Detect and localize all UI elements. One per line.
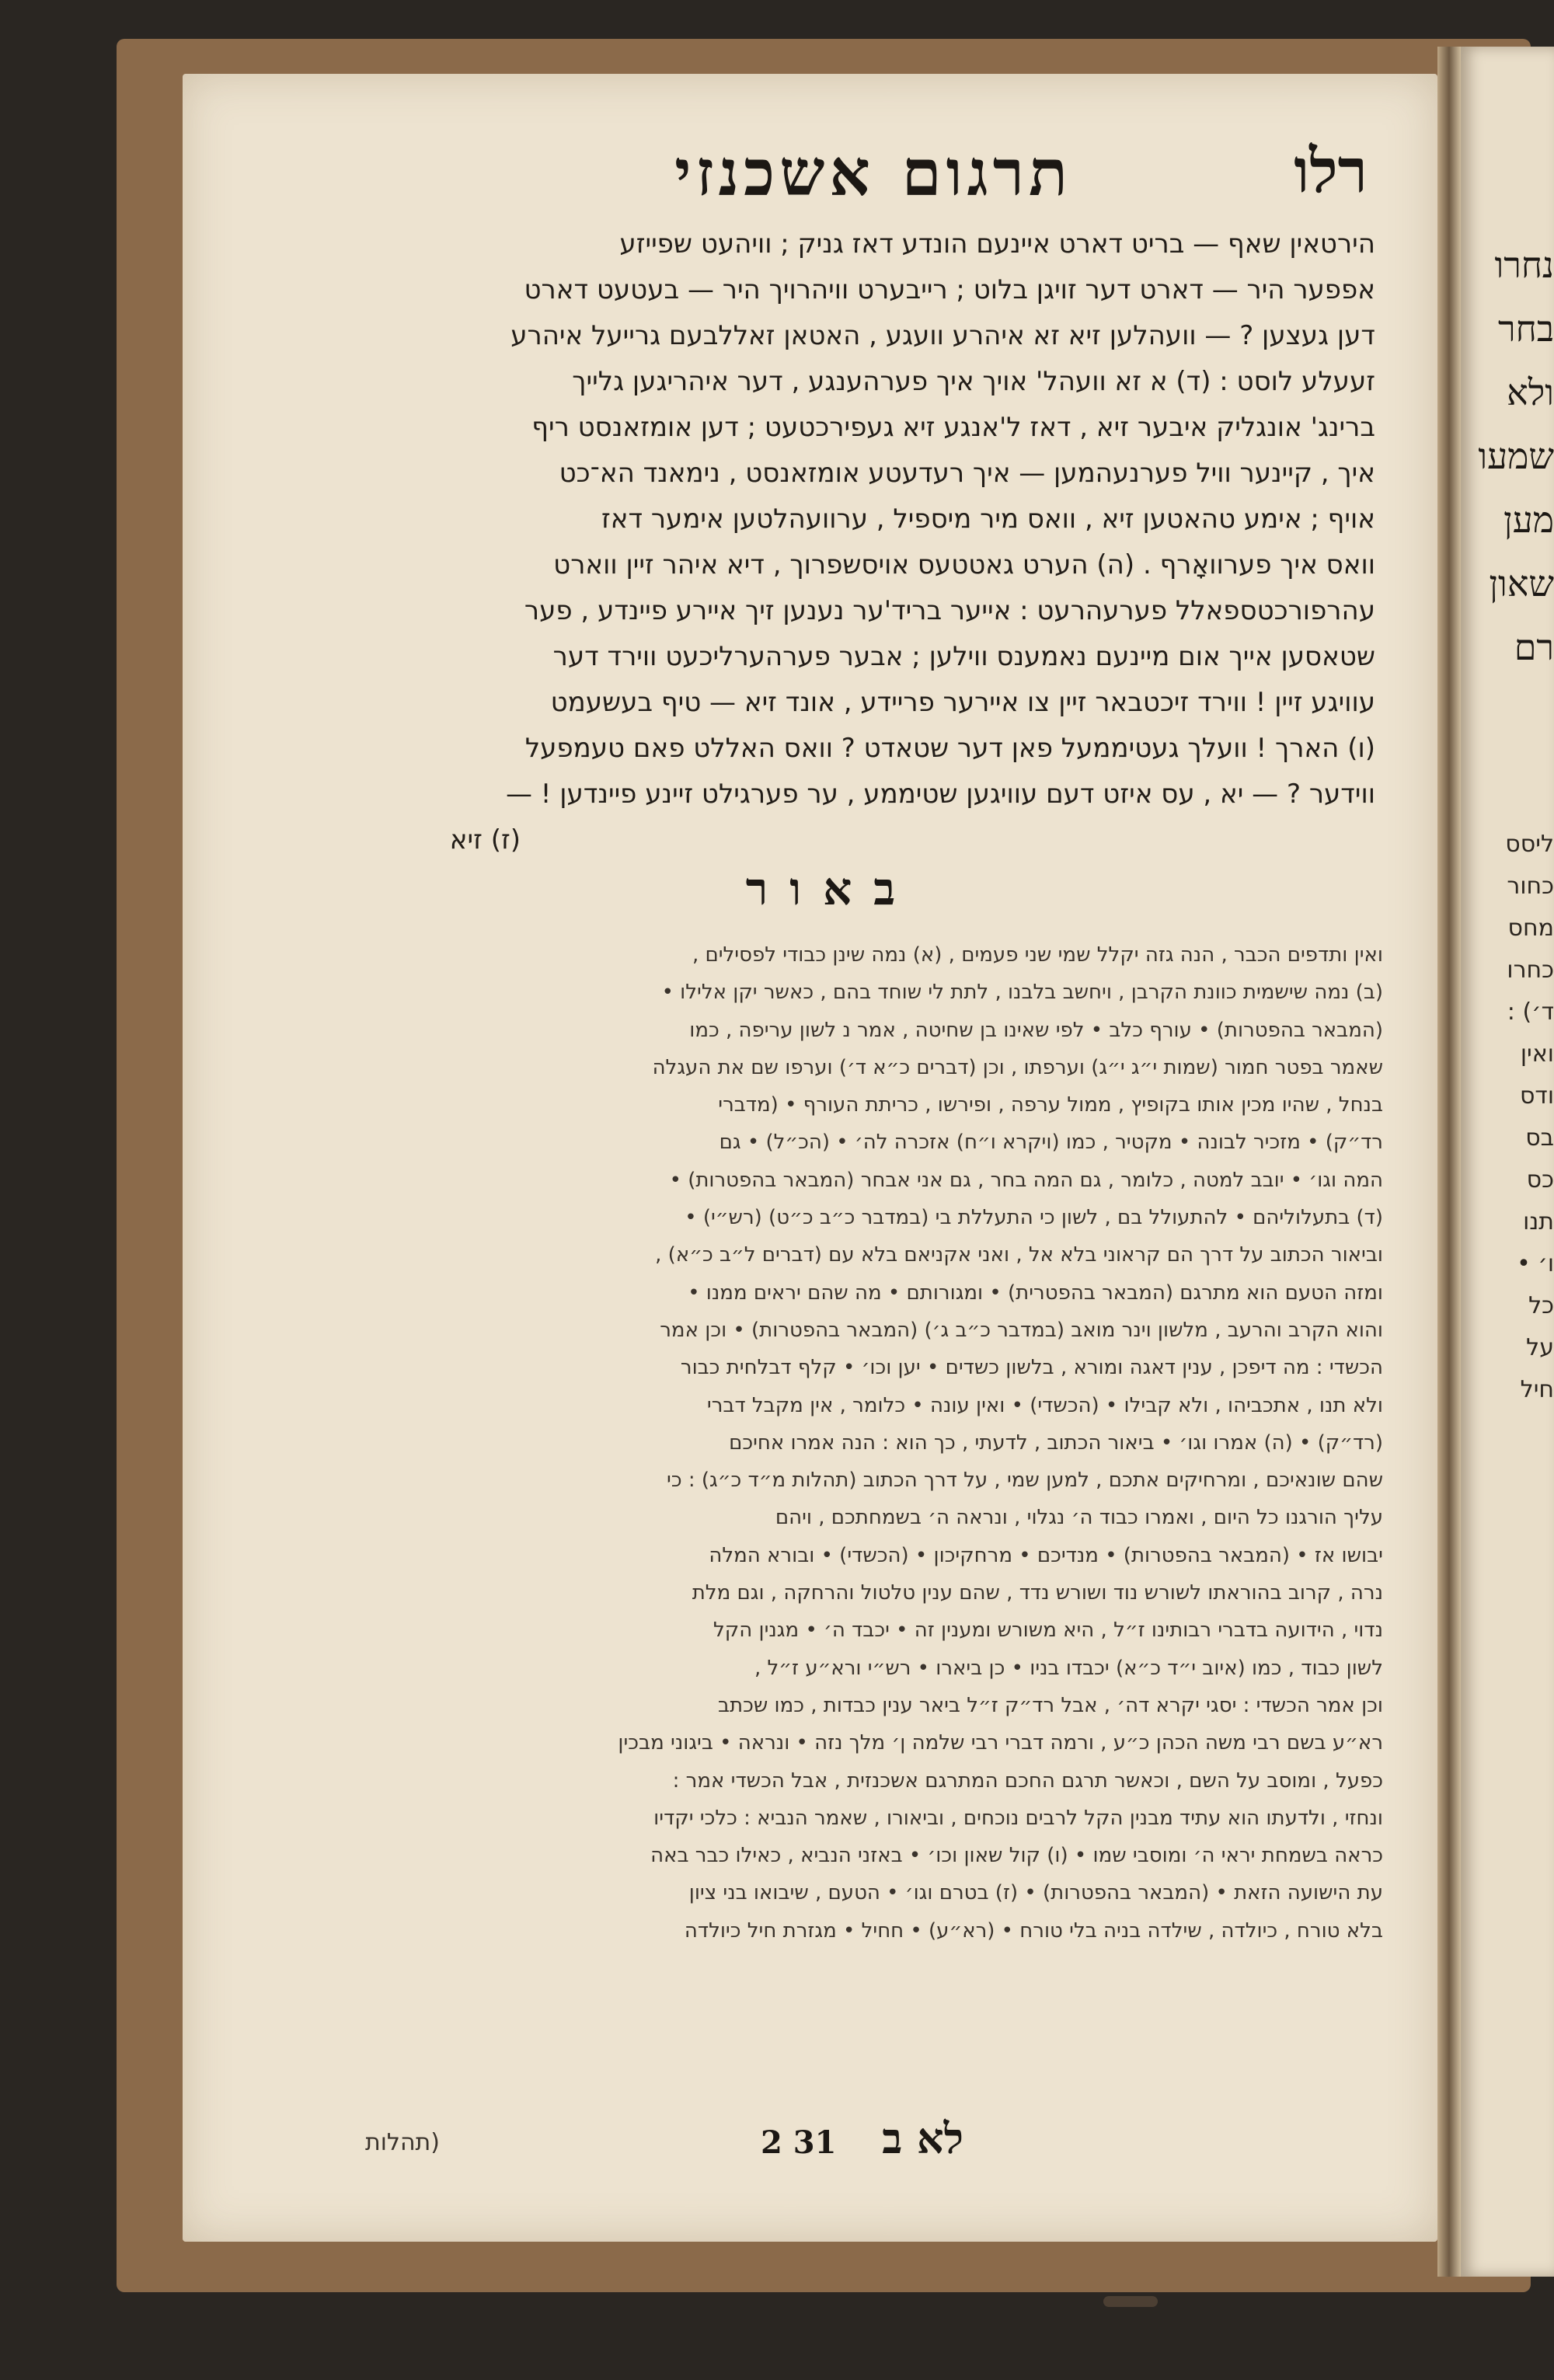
- facing-line: שאון: [1489, 563, 1554, 605]
- facing-line: בחר: [1498, 308, 1554, 350]
- facing-small-line: ו׳ •: [1517, 1250, 1554, 1277]
- yiddish-line: (ז) זיא: [449, 824, 521, 855]
- yiddish-translation-block: [303, 221, 1375, 863]
- facing-small-line: כל: [1528, 1292, 1554, 1319]
- commentary-line: כראה בשמחת יראי ה׳ ומוסבי שמו • (ו) קול שאון וכו׳ • באזני הנביא , כאילו כבר באה: [650, 1844, 1383, 1868]
- commentary-line: שהם שונאיכם , ומרחיקים אתכם , למען שמי , על דרך הכתוב (תהלות מ״ד כ״ג) : כי: [667, 1469, 1383, 1493]
- commentary-line: שאמר בפטר חמור (שמות י״ג י״ג) וערפתו , וכן (דברים כ״א ד׳) וערפו שם את העגלה: [652, 1055, 1383, 1079]
- facing-small-line: כחור: [1507, 873, 1554, 900]
- commentary-line: והוא הקרב והרעב , מלשון וינר מואב (במדבר כ״ב ג׳) (המבאר בהפטרות) • וכן אמר: [660, 1318, 1383, 1342]
- signature-number: 31 2: [760, 2124, 837, 2161]
- ink-stain: [1103, 2296, 1158, 2307]
- facing-small-line: חיל: [1520, 1376, 1554, 1403]
- commentary-line: ומזה הטעם הוא מתרגם (המבאר בהפטרית) • ומגורותם • מה שהם יראים ממנו •: [688, 1281, 1383, 1305]
- yiddish-line: שטאסען אייך אום מיינעם נאמענס ווילען ; אבער פערהערליכעט ווירד דער: [552, 641, 1375, 672]
- biur-section-title: באור: [745, 862, 918, 915]
- commentary-line: ואין ותדפים הכבר , הנה גזה יקלל שמי שני פעמים , (א) נמה שינן כבודי לפסילים ,: [692, 943, 1383, 967]
- commentary-line: לשון כבוד , כמו (איוב י״ד כ״א) יכבדו בניו • כן ביארו • רש״י ורא״ע ז״ל ,: [754, 1656, 1383, 1680]
- book-gutter: [1437, 47, 1461, 2277]
- commentary-line: הכשדי : מה דיפכן , ענין דאגה ומורא , בלשון כשדים • יען וכו׳ • קלף דבלחית כבור: [680, 1356, 1383, 1380]
- commentary-line: נרה , קרוב בהוראתו לשורש נוד ושורש נדד , שהם ענין טלטול והרחקה , וגם מלת: [692, 1581, 1383, 1605]
- facing-small-line: כס: [1526, 1166, 1554, 1193]
- facing-line: נחרו: [1494, 244, 1554, 286]
- running-title: תרגום אשכנזי: [674, 136, 1072, 211]
- commentary-line: (רד״ק) • (ה) אמרו וגו׳ • ביאור הכתוב , לדעתי , כך הוא : הנה אמרו אחיכם: [729, 1430, 1383, 1455]
- yiddish-line: איך , קיינער וויל פערנעהמען — איך רעדעטע אומזאנסט , נימאנד הא־כט: [559, 458, 1375, 489]
- yiddish-line: הירטאין שאף — בריט דארט איינעם הונדע דאז גניק ; וויהעט שפייזע: [619, 228, 1375, 260]
- yiddish-line: זעעלע לוסט : (ד) א זא וועהל' אויך איך פערהענגע , דער איהריגען גלייך: [572, 366, 1375, 397]
- facing-line: שמעו: [1478, 435, 1554, 477]
- commentary-line: (ב) נמה שישמית כוונת הקרבן , ויחשב בלבנו , לתת לי שוחד בהם , כאשר יקן אלילו •: [661, 981, 1383, 1005]
- yiddish-line: (ו) הארך ! וועלך געטיממעל פאן דער שטאדט ? וואס האללט פאם טעמפעל: [524, 733, 1375, 764]
- facing-line: מען: [1503, 499, 1554, 541]
- commentary-line: בנחל , שהיו מכין אותו בקופיץ , ממול ערפה , ופירשו , כריתת העורף • (מדברי: [718, 1093, 1383, 1117]
- signature-letters: לא ב: [882, 2113, 963, 2163]
- facing-small-line: מחס: [1507, 915, 1554, 942]
- facing-small-line: על: [1526, 1334, 1554, 1361]
- facing-line: רם: [1514, 626, 1554, 668]
- commentary-line: בלא טורח , כיולדה , שילדה בניה בלי טורח • (רא״ע) • חחיל • מגזרת חיל כיולדה: [684, 1918, 1383, 1943]
- commentary-line: ולא תנו , אתכביהו , ולא קבילו • (הכשדי) • ואין עונה • כלומר , אין מקבל דברי: [706, 1393, 1383, 1417]
- commentary-line: עת הישועה הזאת • (המבאר בהפטרות) • (ז) בטרם וגו׳ • הטעם , שיבואו בני ציון: [688, 1881, 1383, 1905]
- folio-number: רלו: [1294, 136, 1368, 207]
- yiddish-line: עהרפורכטספאלל פערעהרעט : אייער בריד'ער נענען זיך איירע פיינדע , פער: [524, 595, 1375, 626]
- commentary-line: וביאור הכתוב על דרך הם קראוני בלא אל , ואני אקניאם בלא עם (דברים ל״ב כ״א) ,: [655, 1243, 1383, 1267]
- commentary-line: עליך הורגנו כל היום , ואמרו כבוד ה׳ נגלוי , ונראה ה׳ בשמחתכם , ויהם: [775, 1506, 1383, 1530]
- facing-page-commentary: [1476, 824, 1554, 1411]
- yiddish-line: ברינג' אונגליק איבער זיא , דאז ל'אנגע זיא געפירכטעט ; דען אומזאנסט ריף: [531, 412, 1375, 443]
- facing-small-line: תנו: [1523, 1208, 1554, 1235]
- facing-small-line: ליסס: [1505, 831, 1554, 858]
- facing-small-line: ואין: [1520, 1040, 1554, 1068]
- commentary-line: רא״ע בשם רבי משה הכהן כ״ע , ורמה דברי רבי שלמה ן׳ מלך נזה • ונראה • ביגוני מבכין: [618, 1731, 1383, 1755]
- commentary-line: כפעל , ומוסב על השם , וכאשר תרגם החכם המתרגם אשכנזית , אבל הכשדי אמר :: [672, 1768, 1383, 1793]
- facing-small-line: ודס: [1519, 1082, 1554, 1110]
- commentary-line: (ד) בתעלוליהם • להתעולל בם , לשון כי התעללת בי (במדבר כ״ב כ״ט) (רש״י) •: [685, 1206, 1383, 1230]
- commentary-line: וכן אמר הכשדי : יסגי יקרא דה׳ , אבל רד״ק ז״ל ביאר ענין כבדות , כמו שכתב: [717, 1693, 1383, 1717]
- commentary-line: נדוי , הידועה בדברי רבותינו ז״ל , היא משורש ומענין זה • יכבד ה׳ • מגנין הקל: [713, 1619, 1383, 1643]
- yiddish-line: דען געצען ? — וועהלען זיא זא איהרע וועגע , האטאן זאללבעם גרייעל איהרע: [510, 320, 1375, 351]
- yiddish-line: עוויגע זיין ! ווירד זיכטבאר זיין צו איירער פריידע , אונד זיא — טיף בעשעמט: [550, 687, 1375, 718]
- yiddish-line: ווידער ? — יא , עס איזט דעם עוויגען שטיממע , ער פערגילט זיינע פיינדען ! —: [506, 779, 1375, 810]
- facing-small-line: כחרו: [1507, 957, 1554, 984]
- yiddish-line: וואס איך פערוואָרף . (ה) הערט גאטטעס אויסשפרוך , דיא איהר זיין ווארט: [553, 549, 1375, 580]
- yiddish-line: אפפער היר — דארט דער זויגן בלוט ; רייבערט וויהרויך היר — בעטעט דארט: [524, 274, 1375, 305]
- commentary-line: (המבאר בהפטרות) • עורף כלב • לפי שאינו בן שחיטה , אמר נ לשון עריפה , כמו: [689, 1018, 1383, 1042]
- facing-small-line: בס: [1525, 1124, 1554, 1152]
- catchword: (תהלות: [365, 2129, 440, 2156]
- commentary-line: ונחזי , ולדעתו הוא עתיד מבנין הקל לרבים נוכחים , וביאורו , שאמר הנביא : כלכי יקדיו: [653, 1806, 1383, 1830]
- facing-small-line: ד׳) :: [1507, 998, 1554, 1026]
- facing-line: ולא: [1507, 371, 1554, 413]
- yiddish-line: אויף ; אימע טהאטען זיא , וואס מיר מיספיל , ערוועהלטען אימער דאז: [601, 504, 1375, 535]
- commentary-block: [303, 936, 1383, 1950]
- facing-page-text: [1469, 233, 1554, 679]
- commentary-line: המה וגו׳ • יובב למטה , כלומר , גם המה בחר , גם אני אבחר (המבאר בהפטרות) •: [669, 1168, 1383, 1192]
- signature-mark: [295, 2113, 1368, 2163]
- commentary-line: רד״ק) • מזכיר לבונה • מקטיר , כמו (ויקרא ו״ח) אזכרה לה׳ • (הכ״ל) • גם: [719, 1131, 1383, 1155]
- commentary-line: יבושו אז • (המבאר בהפטרות) • מנדיכם • מרחקיכון • (הכשדי) • ובורא המלה: [709, 1543, 1383, 1567]
- page-header: [295, 136, 1368, 229]
